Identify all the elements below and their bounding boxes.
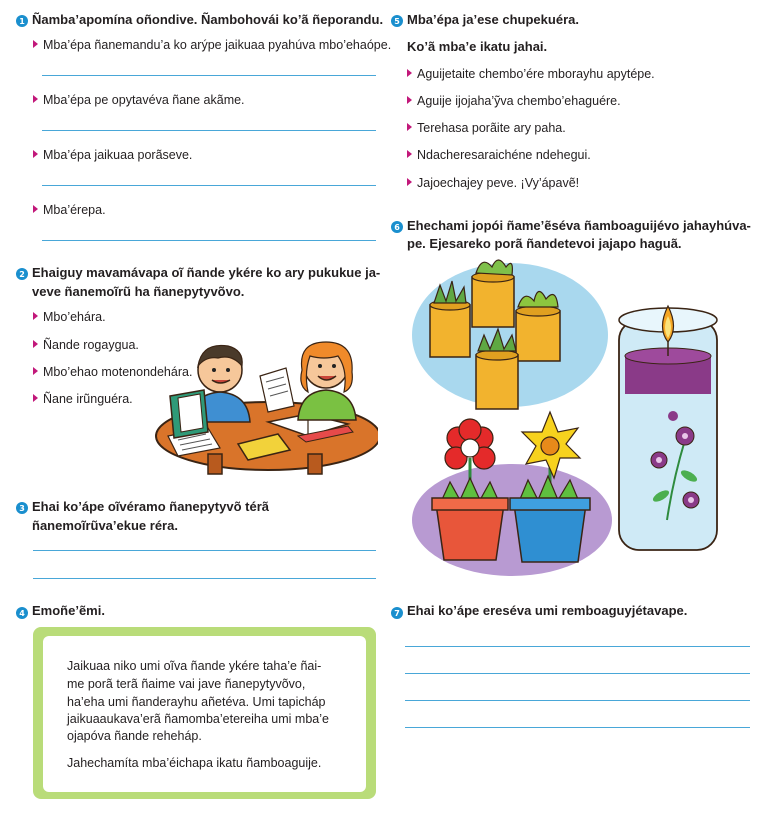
reading-text-line-1: Jaikuaa niko umi oĩva ñande ykére taha’e ñai- (67, 659, 322, 673)
reading-text-line-5: ojapóva ñande reheháp. (67, 729, 202, 743)
bullet-triangle-icon (407, 69, 412, 77)
write-line[interactable] (42, 185, 376, 186)
write-line[interactable] (33, 578, 376, 579)
section-number-5: 5 (391, 15, 403, 27)
section6-title-line1: Ehechami jopói ñame’ẽséva ñamboaguijévo jahayhúva- (407, 218, 751, 233)
section3-title-line2: ñanemoĩrũva’ekue réra. (32, 518, 178, 533)
bullet-triangle-icon (407, 150, 412, 158)
bullet-triangle-icon (33, 95, 38, 103)
flower-pots-illustration (410, 408, 615, 580)
bullet-triangle-icon (407, 96, 412, 104)
bullet-triangle-icon (33, 312, 38, 320)
write-line[interactable] (405, 727, 750, 728)
section2-bullet-4: Ñane irũnguéra. (33, 391, 133, 407)
section2-bullet-3: Mbo’ehao motenondehára. (33, 364, 192, 380)
succulent-cans-illustration (410, 255, 610, 415)
section5-bullet-5: Jajoechajey peve. ¡Vy’ápavẽ! (407, 175, 579, 191)
section5-bullet-3: Terehasa porãite ary paha. (407, 120, 566, 136)
section2-title-line1: Ehaiguy mavamávapa oĩ ñande ykére ko ary pukukue ja- (32, 265, 381, 280)
write-line[interactable] (42, 75, 376, 76)
write-line[interactable] (42, 240, 376, 241)
section2-bullet-1: Mbo’ehára. (33, 309, 106, 325)
section1-bullet-4: Mba’érepa. (33, 202, 106, 218)
section3-title-line1: Ehai ko’ápe oĩvéramo ñanepytyvõ térã (32, 499, 269, 514)
section5-bullet-2: Aguije ijojaha’ỹva chembo’ehaguére. (407, 93, 621, 109)
section1-bullet-3: Mba’épa jaikuaa porãseve. (33, 147, 192, 163)
children-studying-illustration (148, 336, 378, 476)
section5-subtitle: Ko’ã mba’e ikatu jahai. (407, 39, 548, 54)
section6-title-line2: pe. Ejesareko porã ñandetevoi jajapo haguã. (407, 236, 682, 251)
bullet-triangle-icon (33, 340, 38, 348)
section5-bullet-4: Ndacheresaraichéne ndehegui. (407, 147, 591, 163)
reading-text-line-3: ha’eha umi ñanderayhu añetéva. Umi tapicháp (67, 695, 326, 709)
section7-title: Ehai ko’ápe ereséva umi remboaguyjétavape. (407, 603, 688, 618)
bullet-triangle-icon (407, 123, 412, 131)
section-number-7: 7 (391, 607, 403, 619)
bullet-triangle-icon (33, 150, 38, 158)
section-number-4: 4 (16, 607, 28, 619)
section2-title-line2: veve ñanemoĩrũ ha ñanepytyvõvo. (32, 284, 245, 299)
write-line[interactable] (33, 550, 376, 551)
decorated-candle-illustration (615, 300, 721, 556)
reading-text-line-2: me porã terã ñaime vai jave ñanepytyvõvo, (67, 677, 306, 691)
section1-bullet-2: Mba’épa pe opytavéva ñane akãme. (33, 92, 245, 108)
section5-title: Mba’épa ja’ese chupekuéra. (407, 12, 579, 27)
section2-bullet-2: Ñande rogaygua. (33, 337, 139, 353)
write-line[interactable] (405, 646, 750, 647)
section1-bullet-1: Mba’épa ñanemandu’a ko arýpe jaikuaa pyahúva mbo’ehaópe. (33, 37, 391, 53)
section1-title: Ñamba’apomína oñondive. Ñambohovái ko’ã ñeporandu. (32, 12, 384, 27)
section-number-2: 2 (16, 268, 28, 280)
reading-text-line-4: jaikuaaukava’erã ñamomba’etereiha umi mba’e (67, 712, 329, 726)
section-number-1: 1 (16, 15, 28, 27)
write-line[interactable] (405, 673, 750, 674)
bullet-triangle-icon (33, 367, 38, 375)
bullet-triangle-icon (33, 205, 38, 213)
bullet-triangle-icon (33, 394, 38, 402)
section-number-3: 3 (16, 502, 28, 514)
section4-title: Emoñe’ẽmi. (32, 603, 105, 618)
reading-text-closing: Jahechamíta mba’éichapa ikatu ñamboaguije. (67, 756, 322, 770)
write-line[interactable] (42, 130, 376, 131)
bullet-triangle-icon (33, 40, 38, 48)
bullet-triangle-icon (407, 178, 412, 186)
section-number-6: 6 (391, 221, 403, 233)
section5-bullet-1: Aguijetaite chembo’ére mborayhu apytépe. (407, 66, 655, 82)
write-line[interactable] (405, 700, 750, 701)
